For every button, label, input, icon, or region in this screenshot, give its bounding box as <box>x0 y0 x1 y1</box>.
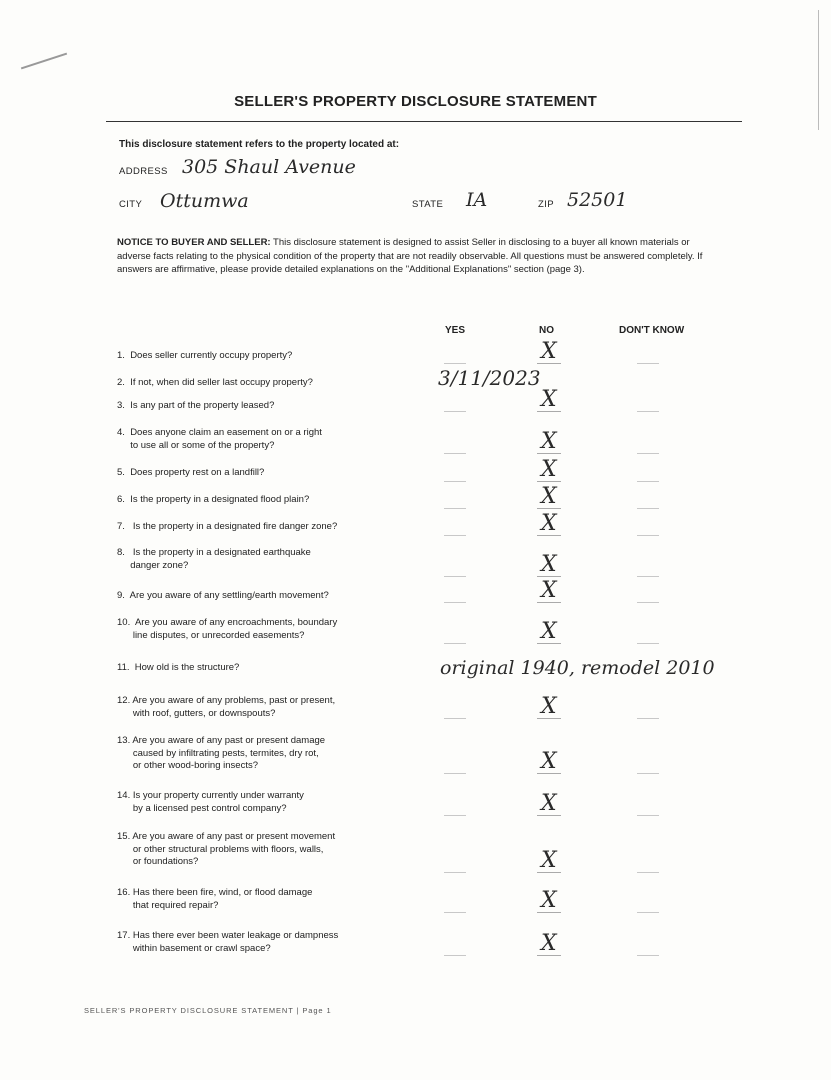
question-5-no-checkmark: X <box>541 457 557 482</box>
question-13: 13. Are you aware of any past or present damage caused by infiltrating pests, termites, dry rot, or other wood-boring insects? <box>117 735 326 771</box>
question-4: 4. Does anyone claim an easement on or a right to use all or some of the property? <box>117 427 322 451</box>
title-divider <box>106 121 742 122</box>
question-15-dont-know-answer-line[interactable] <box>637 872 659 873</box>
question-8-dont-know-answer-line[interactable] <box>637 576 659 577</box>
question-13-dont-know-answer-line[interactable] <box>637 773 659 774</box>
question-7-yes-answer-line[interactable] <box>444 535 466 536</box>
question-3-no-checkmark: X <box>541 387 557 412</box>
question-16-yes-answer-line[interactable] <box>444 912 466 913</box>
question-12: 12. Are you aware of any problems, past or present, with roof, gutters, or downspouts? <box>117 695 336 719</box>
question-2: 2. If not, when did seller last occupy property? <box>117 377 313 388</box>
question-14-no-checkmark: X <box>541 791 557 816</box>
question-6-no-checkmark: X <box>541 484 557 509</box>
question-3-yes-answer-line[interactable] <box>444 411 466 412</box>
state-value[interactable]: IA <box>466 189 488 211</box>
question-10-no-checkmark: X <box>541 619 557 644</box>
city-value[interactable]: Ottumwa <box>160 190 249 212</box>
question-1: 1. Does seller currently occupy property? <box>117 350 293 361</box>
column-header-yes: YES <box>445 325 466 336</box>
question-17-no-checkmark: X <box>541 931 557 956</box>
question-10-yes-answer-line[interactable] <box>444 643 466 644</box>
question-16-dont-know-answer-line[interactable] <box>637 912 659 913</box>
question-14-dont-know-answer-line[interactable] <box>637 815 659 816</box>
question-6: 6. Is the property in a designated flood plain? <box>117 494 310 505</box>
question-1-yes-answer-line[interactable] <box>444 363 466 364</box>
question-7-no-checkmark: X <box>541 511 557 536</box>
question-8-no-checkmark: X <box>541 552 557 577</box>
question-11: 11. How old is the structure? <box>117 662 240 673</box>
question-14-yes-answer-line[interactable] <box>444 815 466 816</box>
question-15-yes-answer-line[interactable] <box>444 872 466 873</box>
question-10: 10. Are you aware of any encroachments, boundary line disputes, or unrecorded easements? <box>117 617 338 641</box>
question-4-yes-answer-line[interactable] <box>444 453 466 454</box>
question-4-dont-know-answer-line[interactable] <box>637 453 659 454</box>
question-5-yes-answer-line[interactable] <box>444 481 466 482</box>
property-intro: This disclosure statement refers to the property located at: <box>119 139 400 150</box>
question-13-no-checkmark: X <box>541 749 557 774</box>
question-12-no-checkmark: X <box>541 694 557 719</box>
question-14: 14. Is your property currently under warranty by a licensed pest control company? <box>117 790 304 814</box>
document-title: SELLER'S PROPERTY DISCLOSURE STATEMENT <box>234 93 597 110</box>
question-1-dont-know-answer-line[interactable] <box>637 363 659 364</box>
question-12-dont-know-answer-line[interactable] <box>637 718 659 719</box>
question-9-dont-know-answer-line[interactable] <box>637 602 659 603</box>
question-3-dont-know-answer-line[interactable] <box>637 411 659 412</box>
question-7-dont-know-answer-line[interactable] <box>637 535 659 536</box>
state-label: STATE <box>412 199 444 210</box>
zip-value[interactable]: 52501 <box>567 189 628 211</box>
notice-text <box>117 236 717 277</box>
question-9: 9. Are you aware of any settling/earth movement? <box>117 590 329 601</box>
address-label: ADDRESS <box>119 166 168 177</box>
question-8: 8. Is the property in a designated earthquake danger zone? <box>117 547 311 571</box>
column-header-no: NO <box>539 325 554 336</box>
question-6-yes-answer-line[interactable] <box>444 508 466 509</box>
question-15: 15. Are you aware of any past or present movement or other structural problems with floors, walls, or foundations? <box>117 831 336 867</box>
question-3: 3. Is any part of the property leased? <box>117 400 275 411</box>
question-15-no-checkmark: X <box>541 848 557 873</box>
question-4-no-checkmark: X <box>541 429 557 454</box>
question-16: 16. Has there been fire, wind, or flood damage that required repair? <box>117 887 313 911</box>
question-17-dont-know-answer-line[interactable] <box>637 955 659 956</box>
question-5-dont-know-answer-line[interactable] <box>637 481 659 482</box>
question-5: 5. Does property rest on a landfill? <box>117 467 265 478</box>
question-9-no-checkmark: X <box>541 578 557 603</box>
zip-label: ZIP <box>538 199 554 210</box>
scan-edge-mark <box>818 10 819 130</box>
question-16-no-checkmark: X <box>541 888 557 913</box>
question-6-dont-know-answer-line[interactable] <box>637 508 659 509</box>
question-7: 7. Is the property in a designated fire danger zone? <box>117 521 338 532</box>
question-8-yes-answer-line[interactable] <box>444 576 466 577</box>
page-footer: SELLER'S PROPERTY DISCLOSURE STATEMENT | Page 1 <box>84 1006 332 1015</box>
question-11-handwritten-answer[interactable]: original 1940, remodel 2010 <box>440 657 715 679</box>
question-1-no-checkmark: X <box>541 339 557 364</box>
question-17-yes-answer-line[interactable] <box>444 955 466 956</box>
address-value[interactable]: 305 Shaul Avenue <box>182 156 356 178</box>
pen-stroke-mark <box>21 53 67 70</box>
city-label: CITY <box>119 199 143 210</box>
question-13-yes-answer-line[interactable] <box>444 773 466 774</box>
question-10-dont-know-answer-line[interactable] <box>637 643 659 644</box>
question-2-handwritten-answer[interactable]: 3/11/2023 <box>438 366 541 390</box>
notice-heading: NOTICE TO BUYER AND SELLER: <box>117 237 271 248</box>
question-17: 17. Has there ever been water leakage or dampness within basement or crawl space? <box>117 930 339 954</box>
column-header-dont-know: DON'T KNOW <box>619 325 685 336</box>
question-9-yes-answer-line[interactable] <box>444 602 466 603</box>
question-12-yes-answer-line[interactable] <box>444 718 466 719</box>
notice-body: This disclosure statement is designed to assist Seller in disclosing to a buyer all known materials or adverse facts relating to the physical condition of the property that are not readily observable. All questions must be answered completely. If answers are affirmative, please provide detailed explanations on the "Additional Explanations" section (page 3). <box>117 237 703 276</box>
